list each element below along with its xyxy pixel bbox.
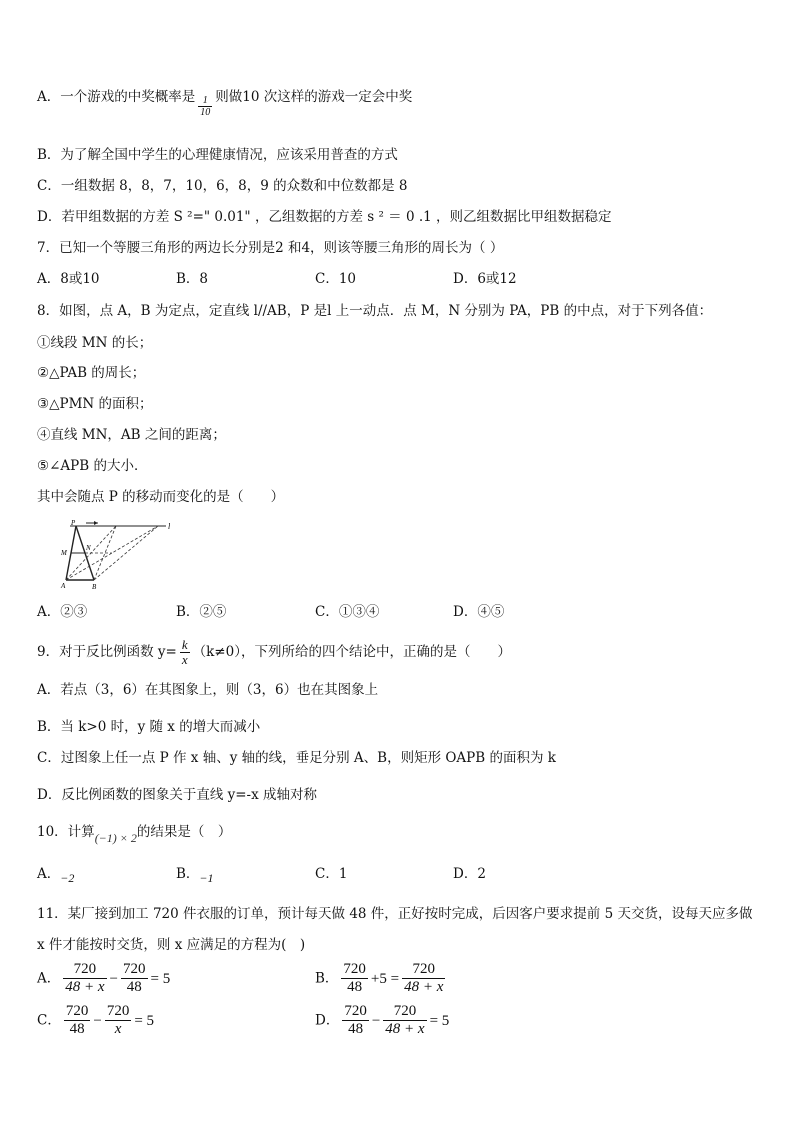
q8-option-b: B．②⑤ — [176, 604, 227, 620]
q10-expression: (−1) × 2 — [94, 831, 137, 845]
q8-geometry-figure — [58, 520, 174, 592]
q10-option-b: B．−1 — [176, 866, 214, 885]
q8-option-a: A．②③ — [37, 604, 88, 620]
q9-stem: 9．对于反比例函数 y= $\frac{k}{x}$ （k≠0），下列所给的四个结论中，正确的是（ ） — [37, 637, 511, 667]
q11-option-c: C． $\frac{720}{48}$ − $\frac{720}{x}$ = 5 — [37, 1003, 155, 1037]
q6-fraction: $\frac{1}{10}$ — [200, 95, 211, 118]
q10-option-a: A．−2 — [37, 866, 75, 885]
figure-label-p: P — [71, 520, 76, 527]
q7-option-b: B．8 — [176, 271, 209, 287]
q11-stem-line-1: 11．某厂接到加工 720 件衣服的订单，预计每天做 48 件，正好按时完成，后因客户要求提前 5 天交货，设每天应多做 — [37, 906, 753, 922]
q6-option-a: A．一个游戏的中奖概率是 $\frac{1}{10}$ 则做10 次这样的游戏一定会中奖 — [37, 89, 413, 118]
q8-item-3: ③△PMN 的面积； — [37, 396, 153, 412]
q6-option-d: D．若甲组数据的方差 S ²=" 0.01" ，乙组数据的方差 s ² ＝ 0 .1 ，则乙组数据比甲组数据稳定 — [37, 209, 612, 225]
q8-question: 其中会随点 P 的移动而变化的是（ ） — [37, 489, 285, 505]
q9-fraction: $\frac{k}{x}$ — [181, 637, 188, 667]
q9-option-d: D．反比例函数的图象关于直线 y=-x 成轴对称 — [37, 787, 318, 803]
q8-item-4: ④直线 MN，AB 之间的距离； — [37, 427, 226, 443]
q8-item-1: ①线段 MN 的长； — [37, 335, 153, 351]
q7-option-c: C．10 — [315, 271, 357, 287]
q6-option-b: B．为了解全国中学生的心理健康情况，应该采用普查的方式 — [37, 147, 398, 163]
q8-item-5: ⑤∠APB 的大小． — [37, 458, 148, 474]
q8-option-c: C．①③④ — [315, 604, 380, 620]
q10-stem: 10．计算(−1) × 2的结果是（ ） — [37, 824, 232, 845]
figure-label-n: N — [86, 544, 91, 552]
q11-stem-line-2: x 件才能按时交货，则 x 应满足的方程为( ) — [37, 937, 306, 953]
q8-stem: 8．如图，点 A，B 为定点，定直线 l//AB，P 是l 上一动点．点 M，N 分别为 PA，PB 的中点，对于下列各值： — [37, 303, 713, 319]
q7-stem: 7．已知一个等腰三角形的两边长分别是2 和4，则该等腰三角形的周长为（ ） — [37, 240, 504, 256]
figure-label-a: A — [61, 582, 66, 590]
q10-option-d: D．2 — [453, 866, 486, 882]
figure-label-b: B — [92, 583, 97, 591]
q11-option-d: D． $\frac{720}{48}$ − $\frac{720}{48 + x}$ = 5 — [315, 1003, 450, 1037]
figure-label-m: M — [61, 549, 67, 557]
q7-option-a: A．8或10 — [37, 271, 100, 287]
q11-option-a: A． $\frac{720}{48 + x}$ − $\frac{720}{48}$ = 5 — [37, 961, 171, 995]
q9-option-b: B．当 k>0 时，y 随 x 的增大而减小 — [37, 719, 261, 735]
q6-option-c: C．一组数据 8，8，7，10，6，8，9 的众数和中位数都是 8 — [37, 178, 408, 194]
q8-option-d: D．④⑤ — [453, 604, 505, 620]
q8-item-2: ②△PAB 的周长； — [37, 365, 146, 381]
q10-option-c: C．1 — [315, 866, 348, 882]
figure-label-l: l — [168, 522, 171, 531]
q9-option-a: A．若点（3，6）在其图象上，则（3，6）也在其图象上 — [37, 682, 379, 698]
q11-option-b: B． $\frac{720}{48}$ +5 = $\frac{720}{48 + x}$ — [315, 961, 444, 995]
q9-option-c: C．过图象上任一点 P 作 x 轴、y 轴的线，垂足分别 A、B，则矩形 OAPB 的面积为 k — [37, 750, 556, 766]
q7-option-d: D．6或12 — [453, 271, 517, 287]
